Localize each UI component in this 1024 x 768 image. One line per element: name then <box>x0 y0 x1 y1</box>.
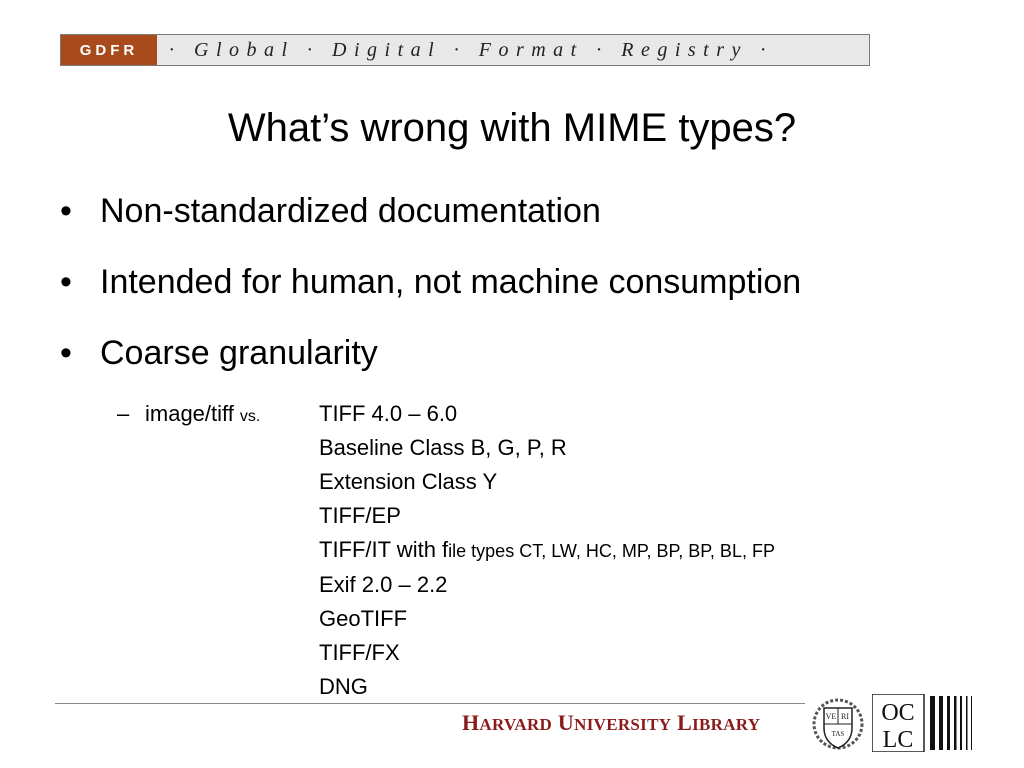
version-item: TIFF 4.0 – 6.0 <box>319 401 458 426</box>
gdfr-banner <box>60 34 870 66</box>
version-item: GeoTIFF <box>319 606 408 631</box>
banner-name: · Global · Digital · Format · Registry · <box>157 35 869 65</box>
footer-divider <box>55 703 805 704</box>
version-item: Exif 2.0 – 2.2 <box>319 572 448 597</box>
version-item: TIFF/EP <box>319 503 401 528</box>
version-item-tiff-it <box>319 533 775 568</box>
bullet-text: Non-standardized documentation <box>100 192 601 230</box>
versus-label: vs. <box>239 408 261 425</box>
mime-type-label: image/tiff <box>145 401 234 426</box>
initial-u: U <box>557 710 575 735</box>
bullet-text: Intended for human, not machine consumption <box>100 263 802 301</box>
version-item: DNG <box>319 674 368 699</box>
version-item: Extension Class Y <box>319 469 498 494</box>
version-item: Baseline Class B, G, P, R <box>319 435 567 460</box>
bullet-item <box>60 190 601 232</box>
bullet-item <box>60 261 801 303</box>
sub-bullet <box>117 397 260 434</box>
version-item: TIFF/FX <box>319 640 400 665</box>
svg-text:VE: VE <box>825 712 837 721</box>
initial-l: L <box>677 710 693 735</box>
sub-bullet-dash: – <box>117 401 130 426</box>
bullet-dot: • <box>60 192 72 230</box>
banner-code: GDFR <box>61 35 157 65</box>
word-niversity: NIVERSITY <box>574 715 672 734</box>
svg-text:LC: LC <box>882 727 914 752</box>
tiff-it-file-types: ile types CT, LW, HC, MP, BP, BP, BL, FP <box>448 541 775 561</box>
bullet-text: Coarse granularity <box>100 334 378 372</box>
bullet-dot: • <box>60 263 72 301</box>
initial-h: H <box>462 710 480 735</box>
word-arvard: ARVARD <box>479 715 553 734</box>
oclc-logo <box>872 694 976 752</box>
bullet-item <box>60 332 378 374</box>
slide-title: What’s wrong with MIME types? <box>227 106 797 150</box>
harvard-shield-logo <box>812 694 864 754</box>
svg-text:RI: RI <box>841 712 849 721</box>
tiff-version-list <box>319 397 775 704</box>
svg-text:TAS: TAS <box>831 730 845 738</box>
bullet-dot: • <box>60 334 72 372</box>
word-ibrary: IBRARY <box>692 715 761 734</box>
tiff-it-prefix: TIFF/IT with f <box>319 537 449 562</box>
svg-text:OC: OC <box>881 700 915 726</box>
harvard-university-library-label <box>462 710 760 736</box>
